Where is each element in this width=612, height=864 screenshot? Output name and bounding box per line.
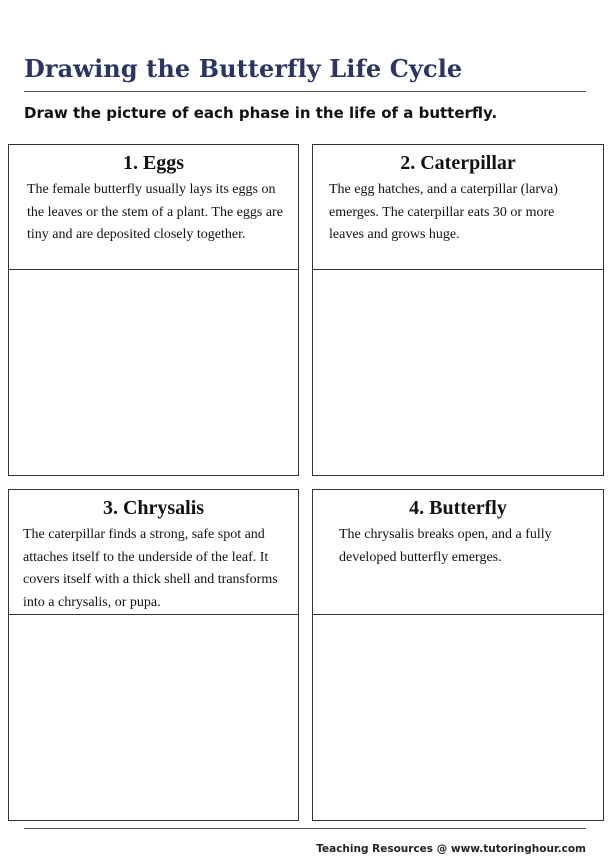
phase-title-butterfly: 4. Butterfly [409, 497, 507, 519]
drawing-area-butterfly[interactable] [313, 615, 603, 820]
phase-description-eggs: The female butterfly usually lays its eggs on the leaves or the stem of a plant. The eggs are tiny and are deposited closely together. [27, 182, 283, 242]
phase-card-chrysalis [8, 489, 299, 821]
footer-credit: Teaching Resources @ www.tutoringhour.com [316, 843, 586, 855]
phase-header-caterpillar [313, 145, 603, 270]
phase-header-eggs [9, 145, 298, 270]
drawing-area-chrysalis[interactable] [9, 615, 298, 820]
phase-title-chrysalis: 3. Chrysalis [102, 497, 205, 519]
title-divider [24, 91, 586, 92]
phase-title-caterpillar: 2. Caterpillar [400, 152, 516, 174]
phase-card-eggs [8, 144, 299, 476]
phase-header-butterfly [313, 490, 603, 615]
phase-description-chrysalis: The caterpillar finds a strong, safe spot and attaches itself to the underside of the leaf. It covers itself with a thick shell and transforms into a chrysalis, or pupa. [23, 527, 278, 610]
page-title: Drawing the Butterfly Life Cycle [24, 54, 463, 83]
phase-card-butterfly [312, 489, 604, 821]
phase-card-caterpillar [312, 144, 604, 476]
drawing-area-eggs[interactable] [9, 270, 298, 475]
footer-divider [24, 828, 586, 829]
phase-description-butterfly: The chrysalis breaks open, and a fully developed butterfly emerges. [339, 527, 552, 565]
phase-header-chrysalis [9, 490, 298, 615]
drawing-area-caterpillar[interactable] [313, 270, 603, 475]
phase-description-caterpillar: The egg hatches, and a caterpillar (larva) emerges. The caterpillar eats 30 or more leaves and grows huge. [329, 182, 558, 242]
instruction-text: Draw the picture of each phase in the life of a butterfly. [24, 104, 498, 122]
phase-title-eggs: 1. Eggs [122, 152, 185, 174]
